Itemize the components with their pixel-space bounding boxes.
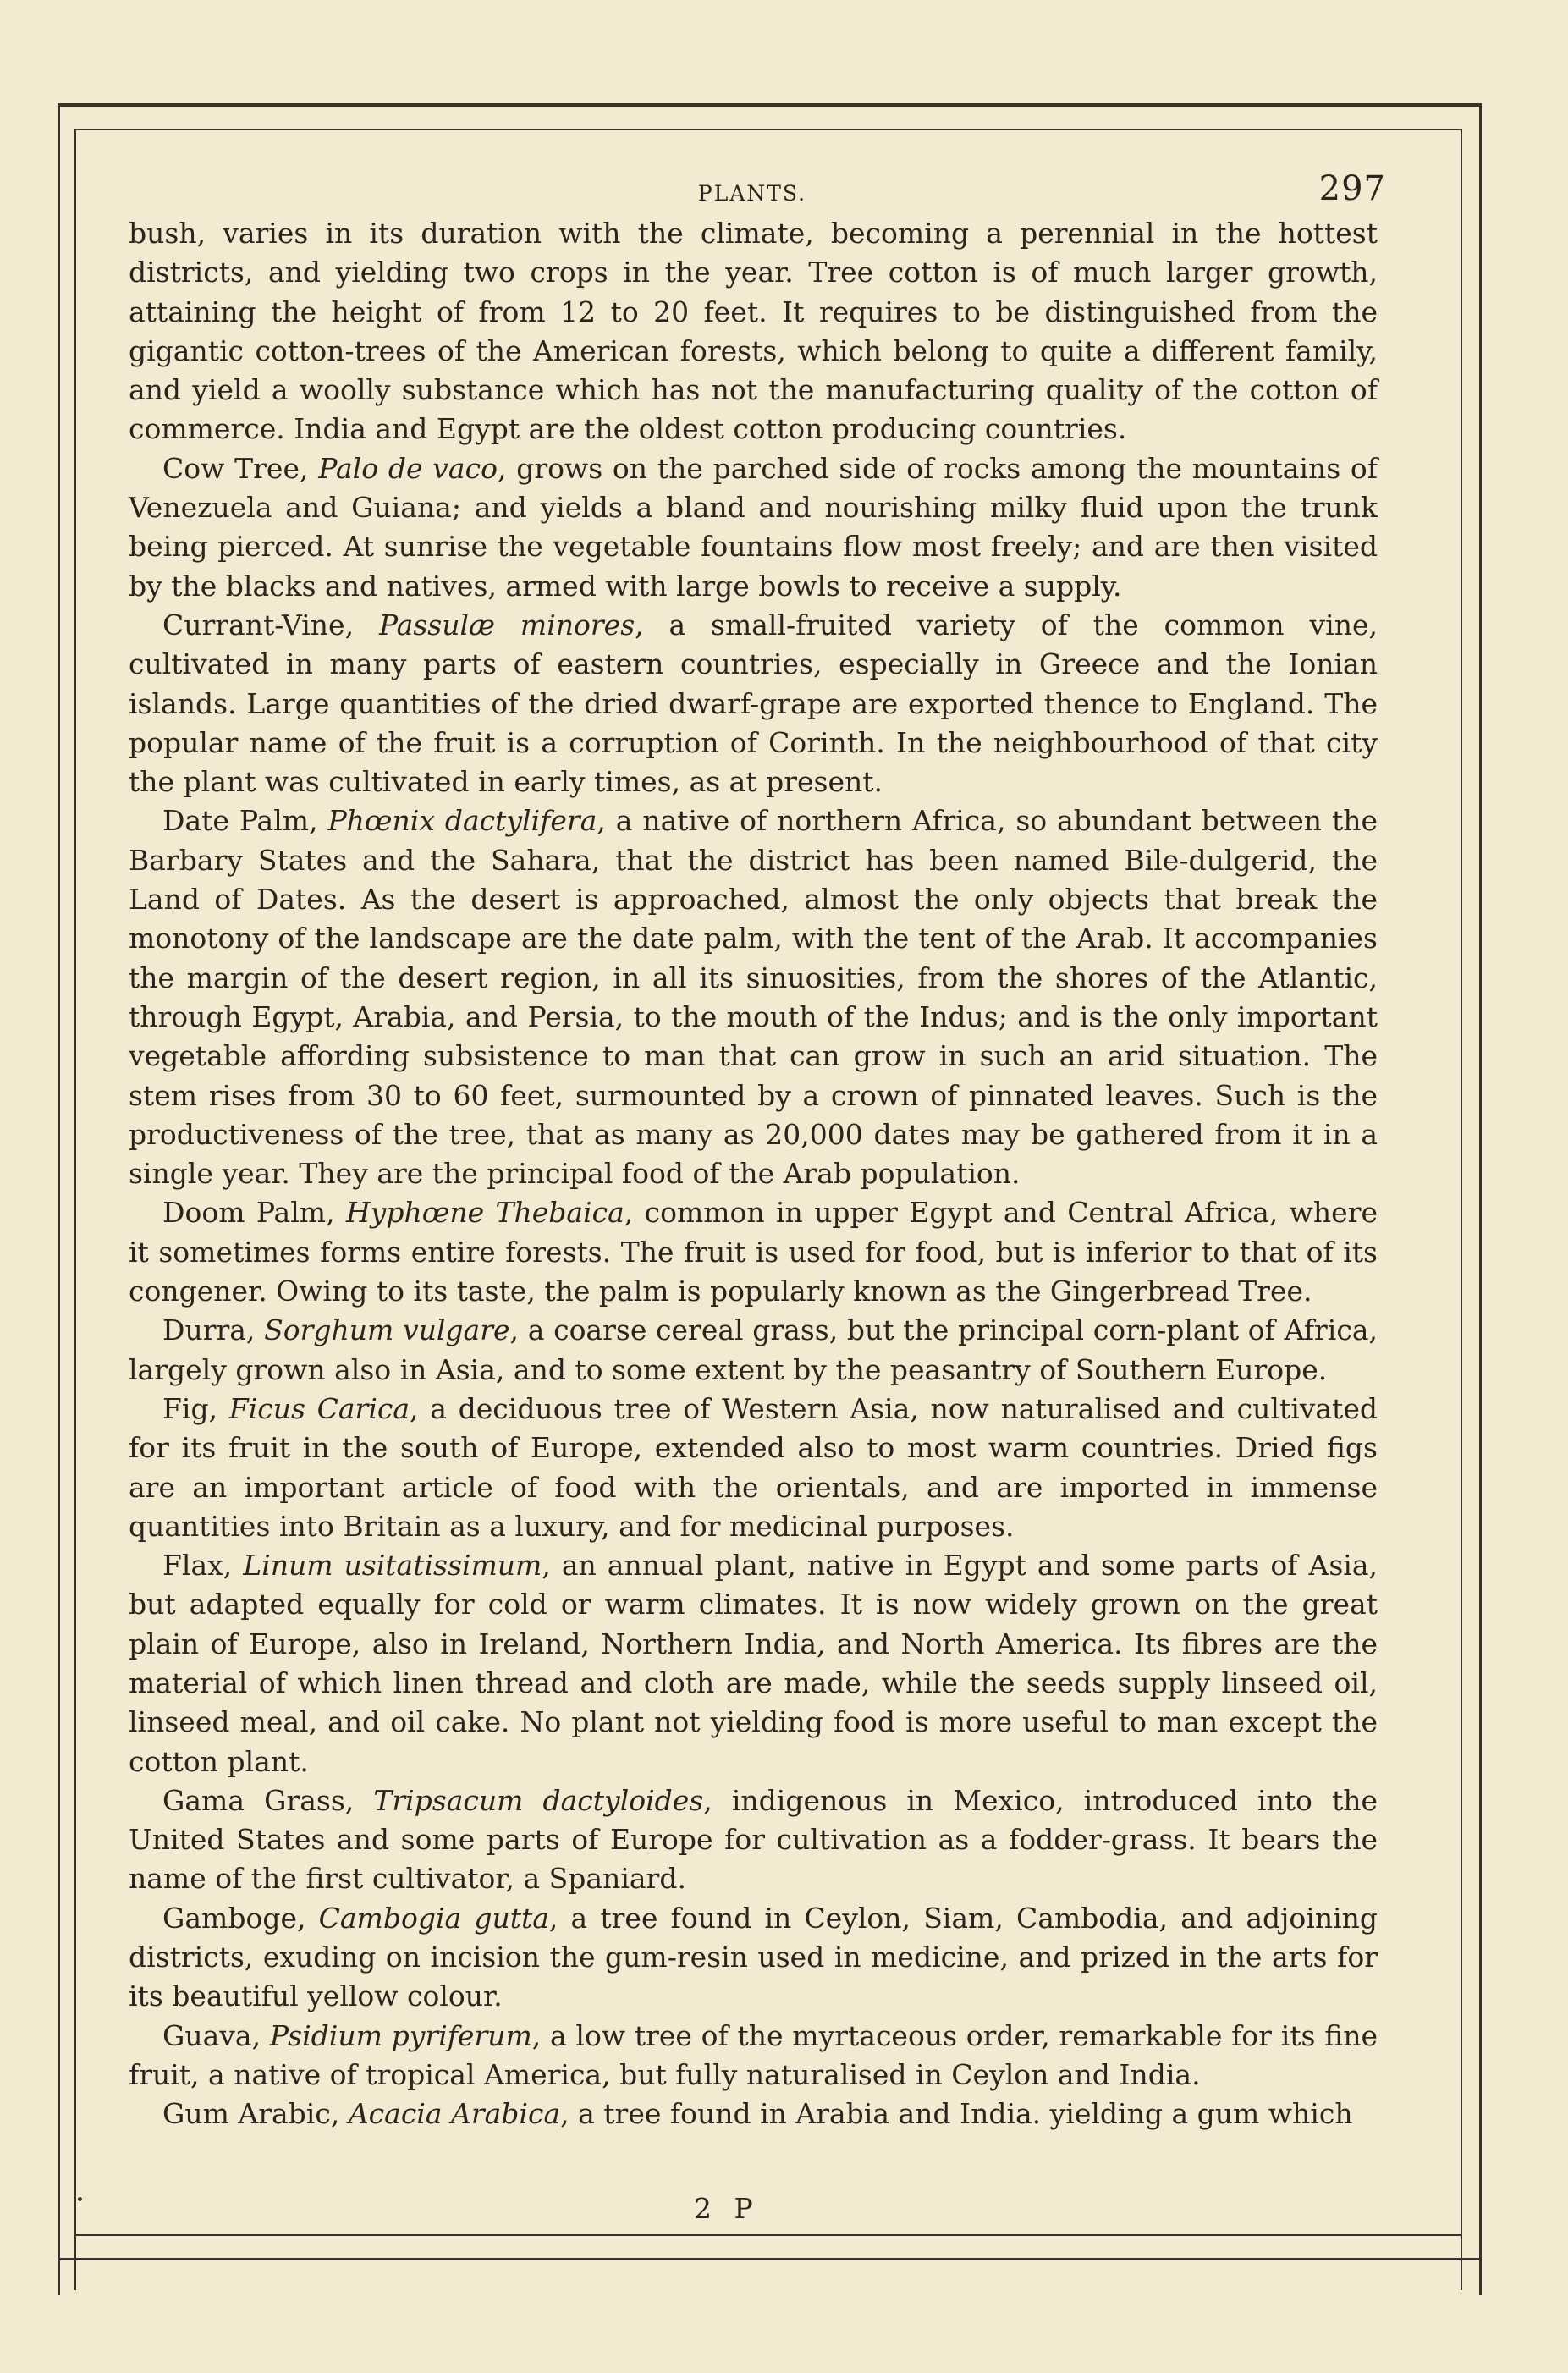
entry-scientific-name: Psidium pyriferum bbox=[269, 2018, 532, 2052]
signature-mark: 2 P bbox=[694, 2192, 760, 2225]
frame-rule-outer-left bbox=[58, 103, 60, 2295]
entry-text: , a tree found in Ceylon, Siam, Cambodia, and adjoining districts, exuding on incision the gum-resin used in medicine, and prized in the arts for its beautiful yellow colour. bbox=[129, 1901, 1378, 2013]
frame-rule-inner-right bbox=[1461, 129, 1462, 2290]
paragraph-entry bbox=[129, 1546, 1378, 1781]
frame-rule-inner-bottom bbox=[74, 2234, 1462, 2236]
entry-scientific-name: Hyphœne Thebaica bbox=[345, 1196, 624, 1230]
entry-name: Gama Grass, bbox=[162, 1783, 374, 1817]
paragraph-entry bbox=[129, 1781, 1378, 1899]
paragraph-entry bbox=[129, 1390, 1378, 1546]
frame-rule-inner-top bbox=[74, 129, 1462, 130]
entry-name: Gum Arabic, bbox=[162, 2097, 349, 2131]
entry-name: Currant-Vine, bbox=[162, 608, 379, 641]
running-head: PLANTS. bbox=[697, 181, 807, 206]
entry-text: , common in upper Egypt and Central Africa, where it sometimes forms entire forests. The fruit is used for food, but is inferior to that of its congener. Owing to its taste, the palm is popularly known as the Gingerbread Tree. bbox=[129, 1196, 1378, 1308]
paragraph-cotton-continued bbox=[129, 214, 1378, 449]
entry-name: Cow Tree, bbox=[162, 451, 319, 485]
entry-name: Gamboge, bbox=[162, 1901, 319, 1935]
paragraph-entry bbox=[129, 1899, 1378, 2017]
frame-rule-inner-left bbox=[74, 129, 76, 2290]
entry-text: , a tree found in Arabia and India. yielding a gum which bbox=[560, 2097, 1353, 2131]
paragraph-entry bbox=[129, 1311, 1378, 1390]
entry-scientific-name: Acacia Arabica bbox=[348, 2097, 561, 2131]
entry-text: , a deciduous tree of Western Asia, now naturalised and cultivated for its fruit in the south of Europe, extended also to most warm countries. Dried figs are an important article of food with the orientals, and are imported in immense quantities into Britain as a luxury, and for medicinal purposes. bbox=[129, 1391, 1378, 1543]
body-text bbox=[129, 214, 1378, 2134]
entry-scientific-name: Linum usitatissimum bbox=[243, 1549, 542, 1583]
entry-name: Date Palm, bbox=[162, 804, 328, 838]
entry-scientific-name: Palo de vaco bbox=[318, 451, 498, 485]
paragraph-entry bbox=[129, 2095, 1378, 2133]
paragraph-entry bbox=[129, 801, 1378, 1193]
paragraph-entry bbox=[129, 2017, 1378, 2095]
ink-speck bbox=[78, 2197, 82, 2201]
paragraph-entry bbox=[129, 449, 1378, 606]
entry-scientific-name: Tripsacum dactyloides bbox=[373, 1783, 704, 1817]
entry-text: , a low tree of the myrtaceous order, remarkable for its fine fruit, a native of tropical America, but fully naturalised in Ceylon and India. bbox=[129, 2018, 1378, 2091]
entry-text: , a small-fruited variety of the common vine, cultivated in many parts of eastern countries, especially in Greece and the Ionian islands. Large quantities of the dried dwarf-grape are exported thence to England. The popular name of the fruit is a corruption of Corinth. In the neighbourhood of that city the plant was cultivated in early times, as at present. bbox=[129, 608, 1378, 799]
paragraph-entry bbox=[129, 1193, 1378, 1311]
entry-text: , grows on the parched side of rocks among the mountains of Venezuela and Guiana; and yields a bland and nourishing milky fluid upon the trunk being pierced. At sunrise the vegetable fountains flow most freely; and are then visited by the blacks and natives, armed with large bowls to receive a supply. bbox=[129, 451, 1378, 603]
entry-scientific-name: Sorghum vulgare bbox=[264, 1313, 510, 1347]
frame-rule-outer-right bbox=[1479, 103, 1482, 2295]
entry-scientific-name: Passulæ minores bbox=[378, 608, 635, 641]
entry-scientific-name: Phœnix dactylifera bbox=[327, 804, 597, 838]
frame-rule-outer-top bbox=[58, 103, 1481, 107]
entry-name: Flax, bbox=[162, 1549, 244, 1583]
entry-text: bush, varies in its duration with the climate, becoming a perennial in the hottest districts, and yielding two crops in the year. Tree cotton is of much larger growth, attaining the height of from 12 to 20 feet. It requires to be distinguished from the gigantic cotton-trees of the American forests, which belong to quite a different family, and yield a woolly substance which has not the manufacturing quality of the cotton of commerce. India and Egypt are the oldest cotton producing countries. bbox=[129, 217, 1378, 446]
entry-text: , a coarse cereal grass, but the principal corn-plant of Africa, largely grown also in Asia, and to some extent by the peasantry of Southern Europe. bbox=[129, 1313, 1378, 1386]
page-header bbox=[118, 169, 1386, 212]
entry-name: Guava, bbox=[162, 2018, 270, 2052]
page-number: 297 bbox=[1318, 169, 1386, 208]
entry-text: , indigenous in Mexico, introduced into the United States and some parts of Europe for cultivation as a fodder-grass. It bears the name of the first cultivator, a Spaniard. bbox=[129, 1783, 1378, 1896]
entry-name: Durra, bbox=[162, 1313, 265, 1347]
entry-text: , a native of northern Africa, so abundant between the Barbary States and the Sahara, that the district has been named Bile-dulgerid, the Land of Dates. As the desert is approached, almost the only objects that break the monotony of the landscape are the date palm, with the tent of the Arab. It accompanies the margin of the desert region, in all its sinuosities, from the shores of the Atlantic, through Egypt, Arabia, and Persia, to the mouth of the Indus; and is the only important vegetable affording subsistence to man that can grow in such an arid situation. The stem rises from 30 to 60 feet, surmounted by a crown of pinnated leaves. Such is the productiveness of the tree, that as many as 20,000 dates may be gathered from it in a single year. They are the principal food of the Arab population. bbox=[129, 804, 1378, 1191]
entry-text: , an annual plant, native in Egypt and some parts of Asia, but adapted equally for cold or warm climates. It is now widely grown on the great plain of Europe, also in Ireland, Northern India, and North America. Its fibres are the material of which linen thread and cloth are made, while the seeds supply linseed oil, linseed meal, and oil cake. No plant not yielding food is more useful to man except the cotton plant. bbox=[129, 1549, 1378, 1778]
entry-scientific-name: Cambogia gutta bbox=[318, 1901, 549, 1935]
entry-name: Doom Palm, bbox=[162, 1196, 346, 1230]
paragraph-entry bbox=[129, 606, 1378, 801]
frame-rule-outer-bottom bbox=[58, 2258, 1481, 2260]
entry-name: Fig, bbox=[162, 1391, 229, 1425]
entry-scientific-name: Ficus Carica bbox=[228, 1391, 410, 1425]
